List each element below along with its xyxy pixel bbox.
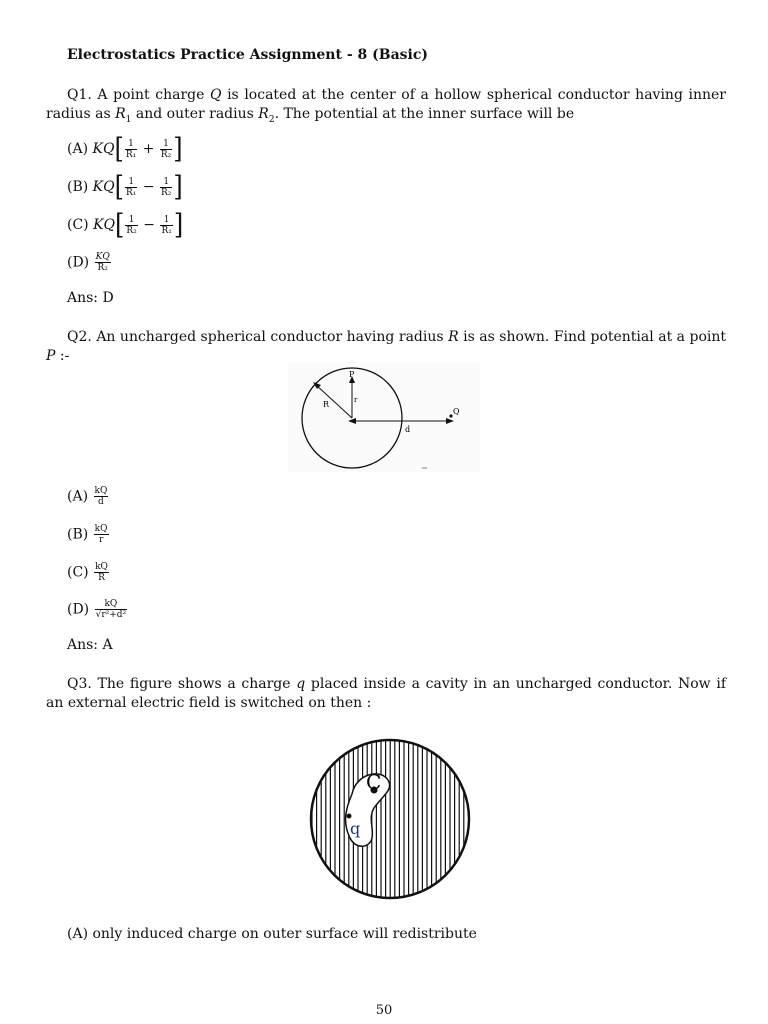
denominator: R₂ (97, 263, 108, 273)
question-3-text (46, 675, 726, 713)
q1-option-d (67, 252, 112, 273)
denominator: R₂ (161, 187, 172, 198)
q1-text-end: . The potential at the inner surface will be (274, 106, 575, 122)
denominator: R₁ (161, 225, 172, 236)
label-c: C (366, 770, 382, 794)
page-title: Electrostatics Practice Assignment - 8 (Basic) (67, 47, 429, 63)
q1-charge-symbol: Q (209, 87, 222, 103)
label-q: q (350, 819, 361, 838)
denominator: R₁ (125, 149, 137, 160)
denominator: √r²+d² (95, 610, 127, 620)
option-label: (C) (67, 217, 89, 233)
fraction (94, 524, 109, 545)
q2-option-b (67, 524, 110, 545)
q2-option-a (67, 486, 109, 507)
option-label: (B) (67, 526, 89, 543)
q2-prefix: Q2. An uncharged spherical conductor having radius (67, 329, 444, 345)
numerator: 1 (160, 139, 172, 150)
numerator: KQ (95, 252, 110, 262)
q2-answer: Ans: A (67, 637, 113, 653)
q3-text-part: placed inside a cavity in an uncharged conductor. Now if an external electric field is switched on then : (46, 676, 727, 711)
kq-term: KQ (92, 179, 115, 195)
option-label: (C) (67, 564, 89, 581)
numerator: 1 (160, 215, 172, 226)
left-bracket: [ (114, 132, 124, 166)
fraction (95, 252, 111, 273)
fraction (160, 177, 172, 198)
q1-answer: Ans: D (67, 290, 114, 306)
q1-option-c (67, 208, 184, 242)
denominator: R (98, 573, 105, 583)
fraction (125, 139, 137, 160)
q3-charge-symbol: q (296, 676, 306, 692)
option-label: (D) (67, 601, 90, 618)
fraction (94, 486, 109, 507)
q2-point-symbol: P (46, 348, 56, 364)
q1-option-a (67, 132, 183, 166)
fraction (125, 177, 137, 198)
numerator: 1 (125, 215, 137, 226)
denominator: r (98, 535, 104, 545)
operator: + (142, 141, 155, 157)
denominator: d (98, 497, 104, 507)
page-number: 50 (375, 1003, 393, 1018)
numerator: kQ (94, 486, 108, 496)
option-label: (B) (67, 179, 89, 195)
numerator: kQ (95, 599, 128, 610)
q3-text-part: Q3. The figure shows a charge (67, 676, 291, 692)
option-label: (A) (67, 141, 89, 157)
q2-sphere-figure (288, 362, 480, 472)
q1-text-part: and outer radius (135, 106, 254, 122)
denominator: R₁ (125, 187, 137, 198)
right-bracket: ] (173, 170, 183, 204)
numerator: 1 (160, 177, 172, 188)
q1-r2-subscript: 2 (268, 114, 275, 125)
operator: − (142, 179, 155, 195)
label-r-big: R (323, 400, 330, 409)
option-label: (A) (67, 488, 89, 505)
charge-q-dot (347, 814, 352, 819)
numerator: 1 (125, 177, 137, 188)
q2-option-c (67, 562, 110, 583)
left-bracket: [ (114, 170, 124, 204)
fraction (160, 139, 172, 160)
q1-r1-symbol: R (115, 106, 126, 122)
q1-prefix: Q1. A point charge (67, 87, 205, 103)
question-2-text (46, 328, 726, 366)
kq-term: KQ (92, 141, 115, 157)
right-bracket: ] (173, 132, 183, 166)
fraction (125, 215, 137, 236)
fraction (94, 562, 109, 583)
q3-conductor-figure (306, 734, 474, 904)
denominator: R₂ (126, 225, 137, 236)
q1-r2-symbol: R (258, 106, 269, 122)
left-bracket: [ (115, 208, 125, 242)
fraction (160, 215, 172, 236)
q2-text-end: :- (59, 348, 70, 364)
operator: − (143, 217, 155, 233)
q2-option-d (67, 599, 128, 620)
q2-text-part: is as shown. Find potential at a point (463, 329, 727, 345)
kq-term: KQ (93, 217, 116, 233)
denominator: R₂ (160, 149, 172, 160)
label-p: P (349, 370, 355, 379)
fraction (95, 599, 128, 620)
right-bracket: ] (173, 208, 184, 242)
q1-option-b (67, 170, 183, 204)
label-q: Q (453, 407, 460, 416)
question-1-text (46, 86, 726, 130)
numerator: kQ (94, 524, 108, 534)
q3-option-a: (A) only induced charge on outer surface will redistribute (67, 926, 477, 942)
label-d: d (405, 425, 411, 434)
q1-text-part: is located at the center of a hollow spherical conductor having inner radius as (46, 87, 726, 122)
numerator: kQ (95, 562, 108, 572)
numerator: 1 (125, 139, 137, 150)
option-label: (D) (67, 254, 90, 271)
q1-r1-subscript: 1 (125, 114, 132, 125)
q2-radius-symbol: R (448, 329, 459, 345)
label-r-small: r (354, 396, 358, 404)
